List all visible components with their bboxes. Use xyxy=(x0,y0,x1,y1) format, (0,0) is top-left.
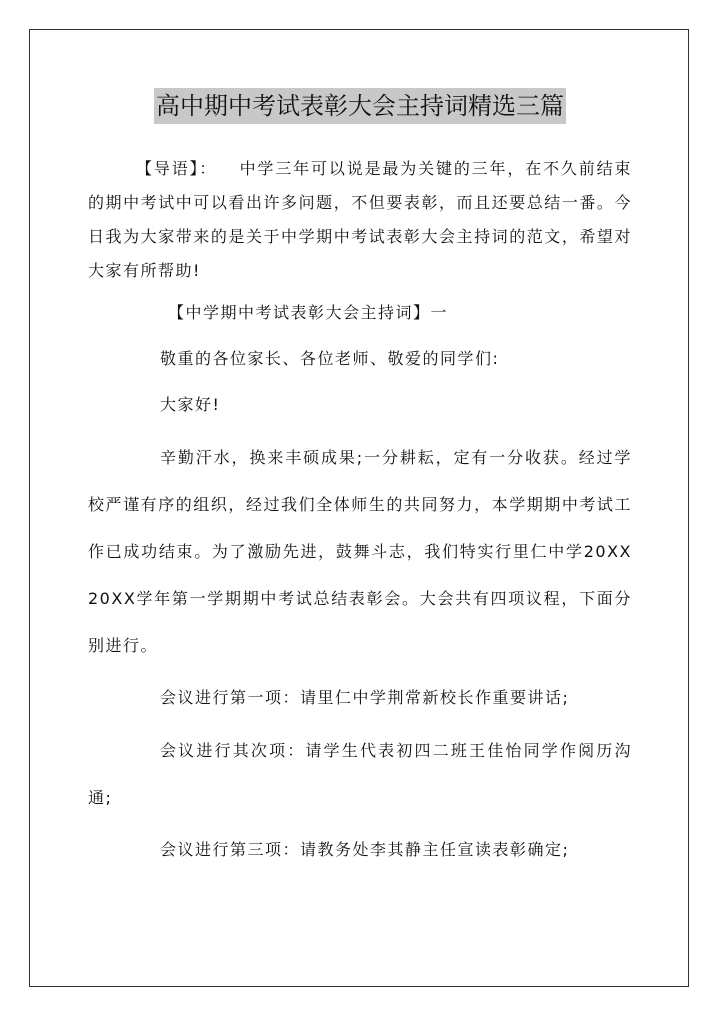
agenda-item-2: 会议进行其次项：请学生代表初四二班王佳怡同学作阅历沟通; xyxy=(88,741,632,807)
intro-text: 中学三年可以说是最为关键的三年，在不久前结束的期中考试中可以看出许多问题，不但要表彰，而且还要总结一番。今日我为大家带来的是关于中学期中考试表彰大会主持词的范文，希望对大家有所帮助! xyxy=(88,159,632,280)
intro-label: 【导语】： xyxy=(136,159,218,178)
document-title: 高中期中考试表彰大会主持词精选三篇 xyxy=(154,88,566,124)
greeting-line: 敬重的各位家长、各位老师、敬爱的同学们: xyxy=(160,349,500,368)
intro-paragraph xyxy=(88,152,632,288)
title-container xyxy=(0,88,720,124)
document-body xyxy=(88,152,632,867)
agenda-item-3: 会议进行第三项：请教务处李其静主任宣读表彰确定; xyxy=(160,840,570,859)
section-heading: 【中学期中考试表彰大会主持词】一 xyxy=(168,303,449,322)
hello-line: 大家好! xyxy=(160,395,221,414)
body-paragraph-1: 辛勤汗水，换来丰硕成果;一分耕耘，定有一分收获。经过学校严谨有序的组织，经过我们全体师生的共同努力，本学期期中考试工作已成功结束。为了激励先进，鼓舞斗志，我们特实行里仁中学20XX20XX学年第一学期期中考试总结表彰会。大会共有四项议程，下面分别进行。 xyxy=(88,448,632,655)
agenda-item-1: 会议进行第一项：请里仁中学荆常新校长作重要讲话; xyxy=(160,688,570,707)
